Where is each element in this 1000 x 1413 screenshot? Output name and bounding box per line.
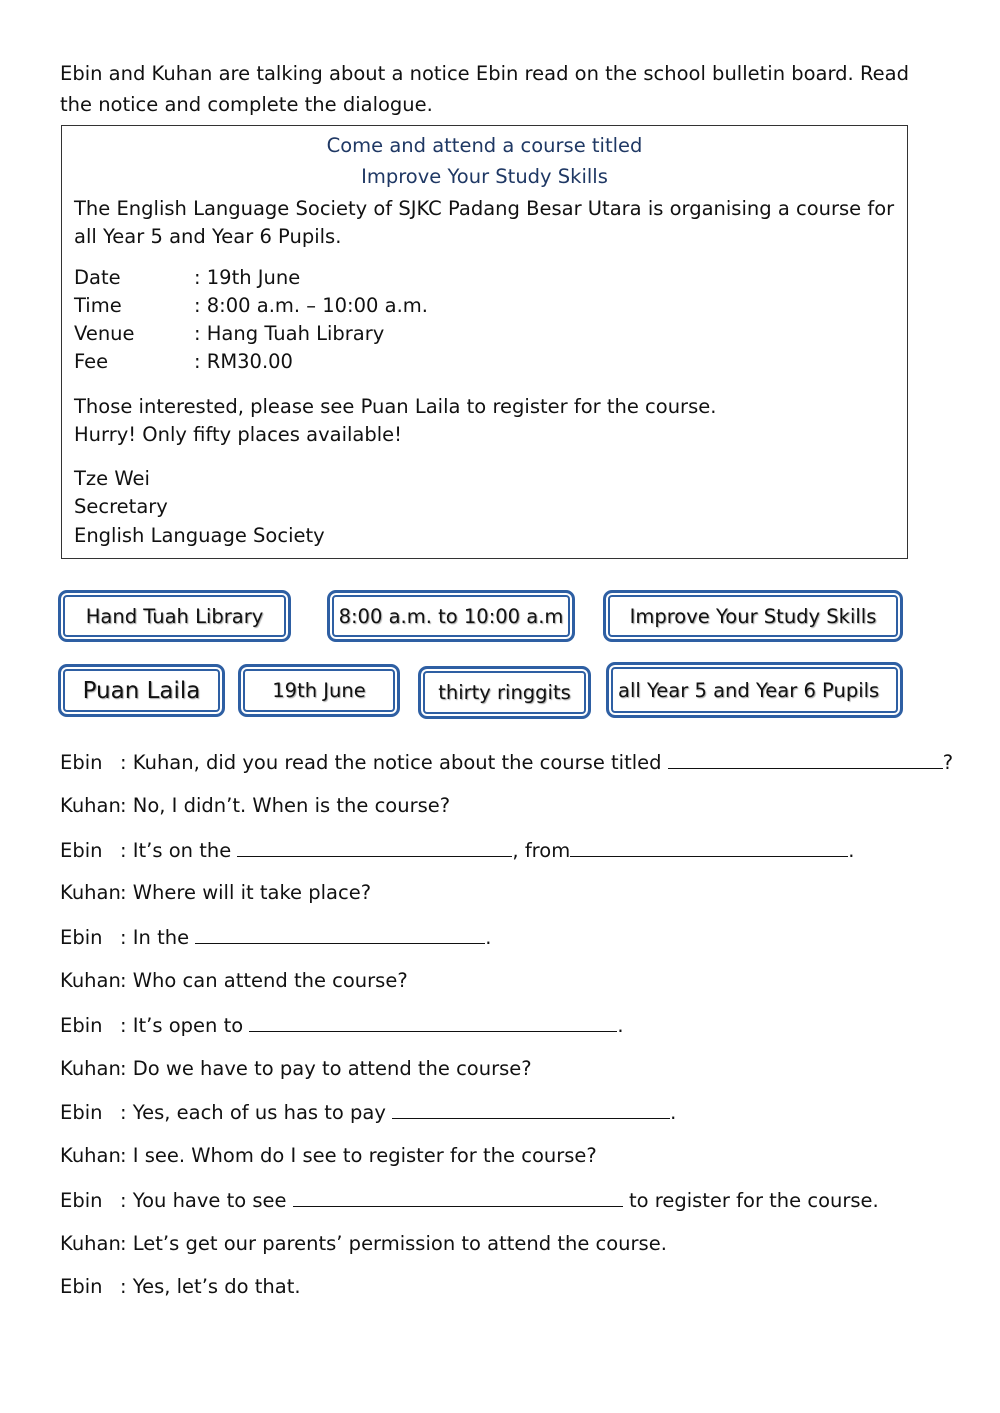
answer-chip[interactable]: Hand Tuah Library (58, 590, 291, 642)
dialogue-line (60, 838, 854, 862)
dialogue-line (60, 925, 492, 949)
speaker: Kuhan (60, 881, 121, 904)
answer-chip[interactable]: all Year 5 and Year 6 Pupils (606, 662, 903, 718)
signature-role: Secretary (74, 495, 168, 518)
signature-org: English Language Society (74, 524, 325, 547)
hurry-line: Hurry! Only fifty places available! (74, 423, 402, 446)
answer-chip[interactable]: 8:00 a.m. to 10:00 a.m (327, 590, 575, 642)
dialogue-text: : Do we have to pay to attend the course? (120, 1057, 532, 1080)
notice-body: The English Language Society of SJKC Padang Besar Utara is organising a course for all Year 5 and Year 6 Pupils. (74, 197, 895, 248)
dialogue-line (60, 1144, 597, 1167)
detail-key: Date (74, 266, 121, 289)
speaker: Ebin (60, 751, 103, 774)
dialogue-text: to register for the course. (628, 1189, 879, 1212)
speaker: Ebin (60, 1101, 103, 1124)
notice-title-line1: Come and attend a course titled (326, 134, 643, 157)
dialogue-line (60, 881, 371, 904)
blank-venue[interactable] (195, 925, 485, 944)
dialogue-line (60, 1100, 676, 1124)
blank-audience[interactable] (249, 1013, 617, 1032)
dialogue-text: . (485, 926, 492, 949)
dialogue-line (60, 794, 450, 817)
dialogue-text: : It’s open to (120, 1014, 244, 1037)
answer-chip[interactable]: thirty ringgits (418, 666, 591, 719)
dialogue-text: : Yes, let’s do that. (120, 1275, 301, 1298)
blank-registrar[interactable] (293, 1188, 623, 1207)
detail-value: : 19th June (194, 266, 301, 289)
speaker: Kuhan (60, 1232, 121, 1255)
detail-key: Venue (74, 322, 135, 345)
dialogue-text: : I see. Whom do I see to register for the course? (120, 1144, 597, 1167)
answer-chip[interactable]: Puan Laila (58, 664, 225, 717)
dialogue-text: : Where will it take place? (120, 881, 372, 904)
dialogue-line (60, 1057, 532, 1080)
speaker: Ebin (60, 1014, 103, 1037)
answer-chip[interactable]: 19th June (238, 664, 400, 717)
answer-chip[interactable]: Improve Your Study Skills (603, 590, 903, 642)
dialogue-text: . (848, 839, 855, 862)
register-line: Those interested, please see Puan Laila to register for the course. (74, 395, 717, 418)
blank-course-title[interactable] (668, 750, 943, 769)
blank-date[interactable] (237, 838, 512, 857)
speaker: Kuhan (60, 794, 121, 817)
dialogue-text: : Kuhan, did you read the notice about the course titled (120, 751, 662, 774)
speaker: Ebin (60, 1189, 103, 1212)
speaker: Ebin (60, 926, 103, 949)
dialogue-line (60, 1275, 301, 1298)
detail-key: Fee (74, 350, 109, 373)
dialogue-text: , from (512, 839, 571, 862)
dialogue-text: : Yes, each of us has to pay (120, 1101, 386, 1124)
detail-value: : 8:00 a.m. – 10:00 a.m. (194, 294, 428, 317)
dialogue-text: : No, I didn’t. When is the course? (120, 794, 451, 817)
detail-key: Time (74, 294, 122, 317)
detail-value: : RM30.00 (194, 350, 293, 373)
dialogue-line (60, 1232, 667, 1255)
dialogue-text: ? (942, 751, 954, 774)
dialogue-line (60, 750, 953, 774)
signature-name: Tze Wei (74, 467, 150, 490)
dialogue-text: : In the (120, 926, 190, 949)
speaker: Ebin (60, 1275, 103, 1298)
speaker: Kuhan (60, 969, 121, 992)
speaker: Ebin (60, 839, 103, 862)
speaker: Kuhan (60, 1057, 121, 1080)
dialogue-text: : Let’s get our parents’ permission to attend the course. (120, 1232, 667, 1255)
detail-value: : Hang Tuah Library (194, 322, 385, 345)
dialogue-text: : Who can attend the course? (120, 969, 408, 992)
speaker: Kuhan (60, 1144, 121, 1167)
instructions: Ebin and Kuhan are talking about a notice Ebin read on the school bulletin board. Read the notice and complete the dialogue. (60, 62, 909, 116)
dialogue-text: . (670, 1101, 677, 1124)
dialogue-text: : It’s on the (120, 839, 232, 862)
dialogue-line (60, 1188, 879, 1212)
blank-time[interactable] (570, 838, 848, 857)
dialogue-line (60, 969, 408, 992)
blank-fee[interactable] (392, 1100, 670, 1119)
dialogue-text: . (617, 1014, 624, 1037)
notice-title-line2: Improve Your Study Skills (361, 165, 608, 188)
dialogue-text: : You have to see (120, 1189, 287, 1212)
dialogue-line (60, 1013, 624, 1037)
notice-box (61, 125, 908, 559)
